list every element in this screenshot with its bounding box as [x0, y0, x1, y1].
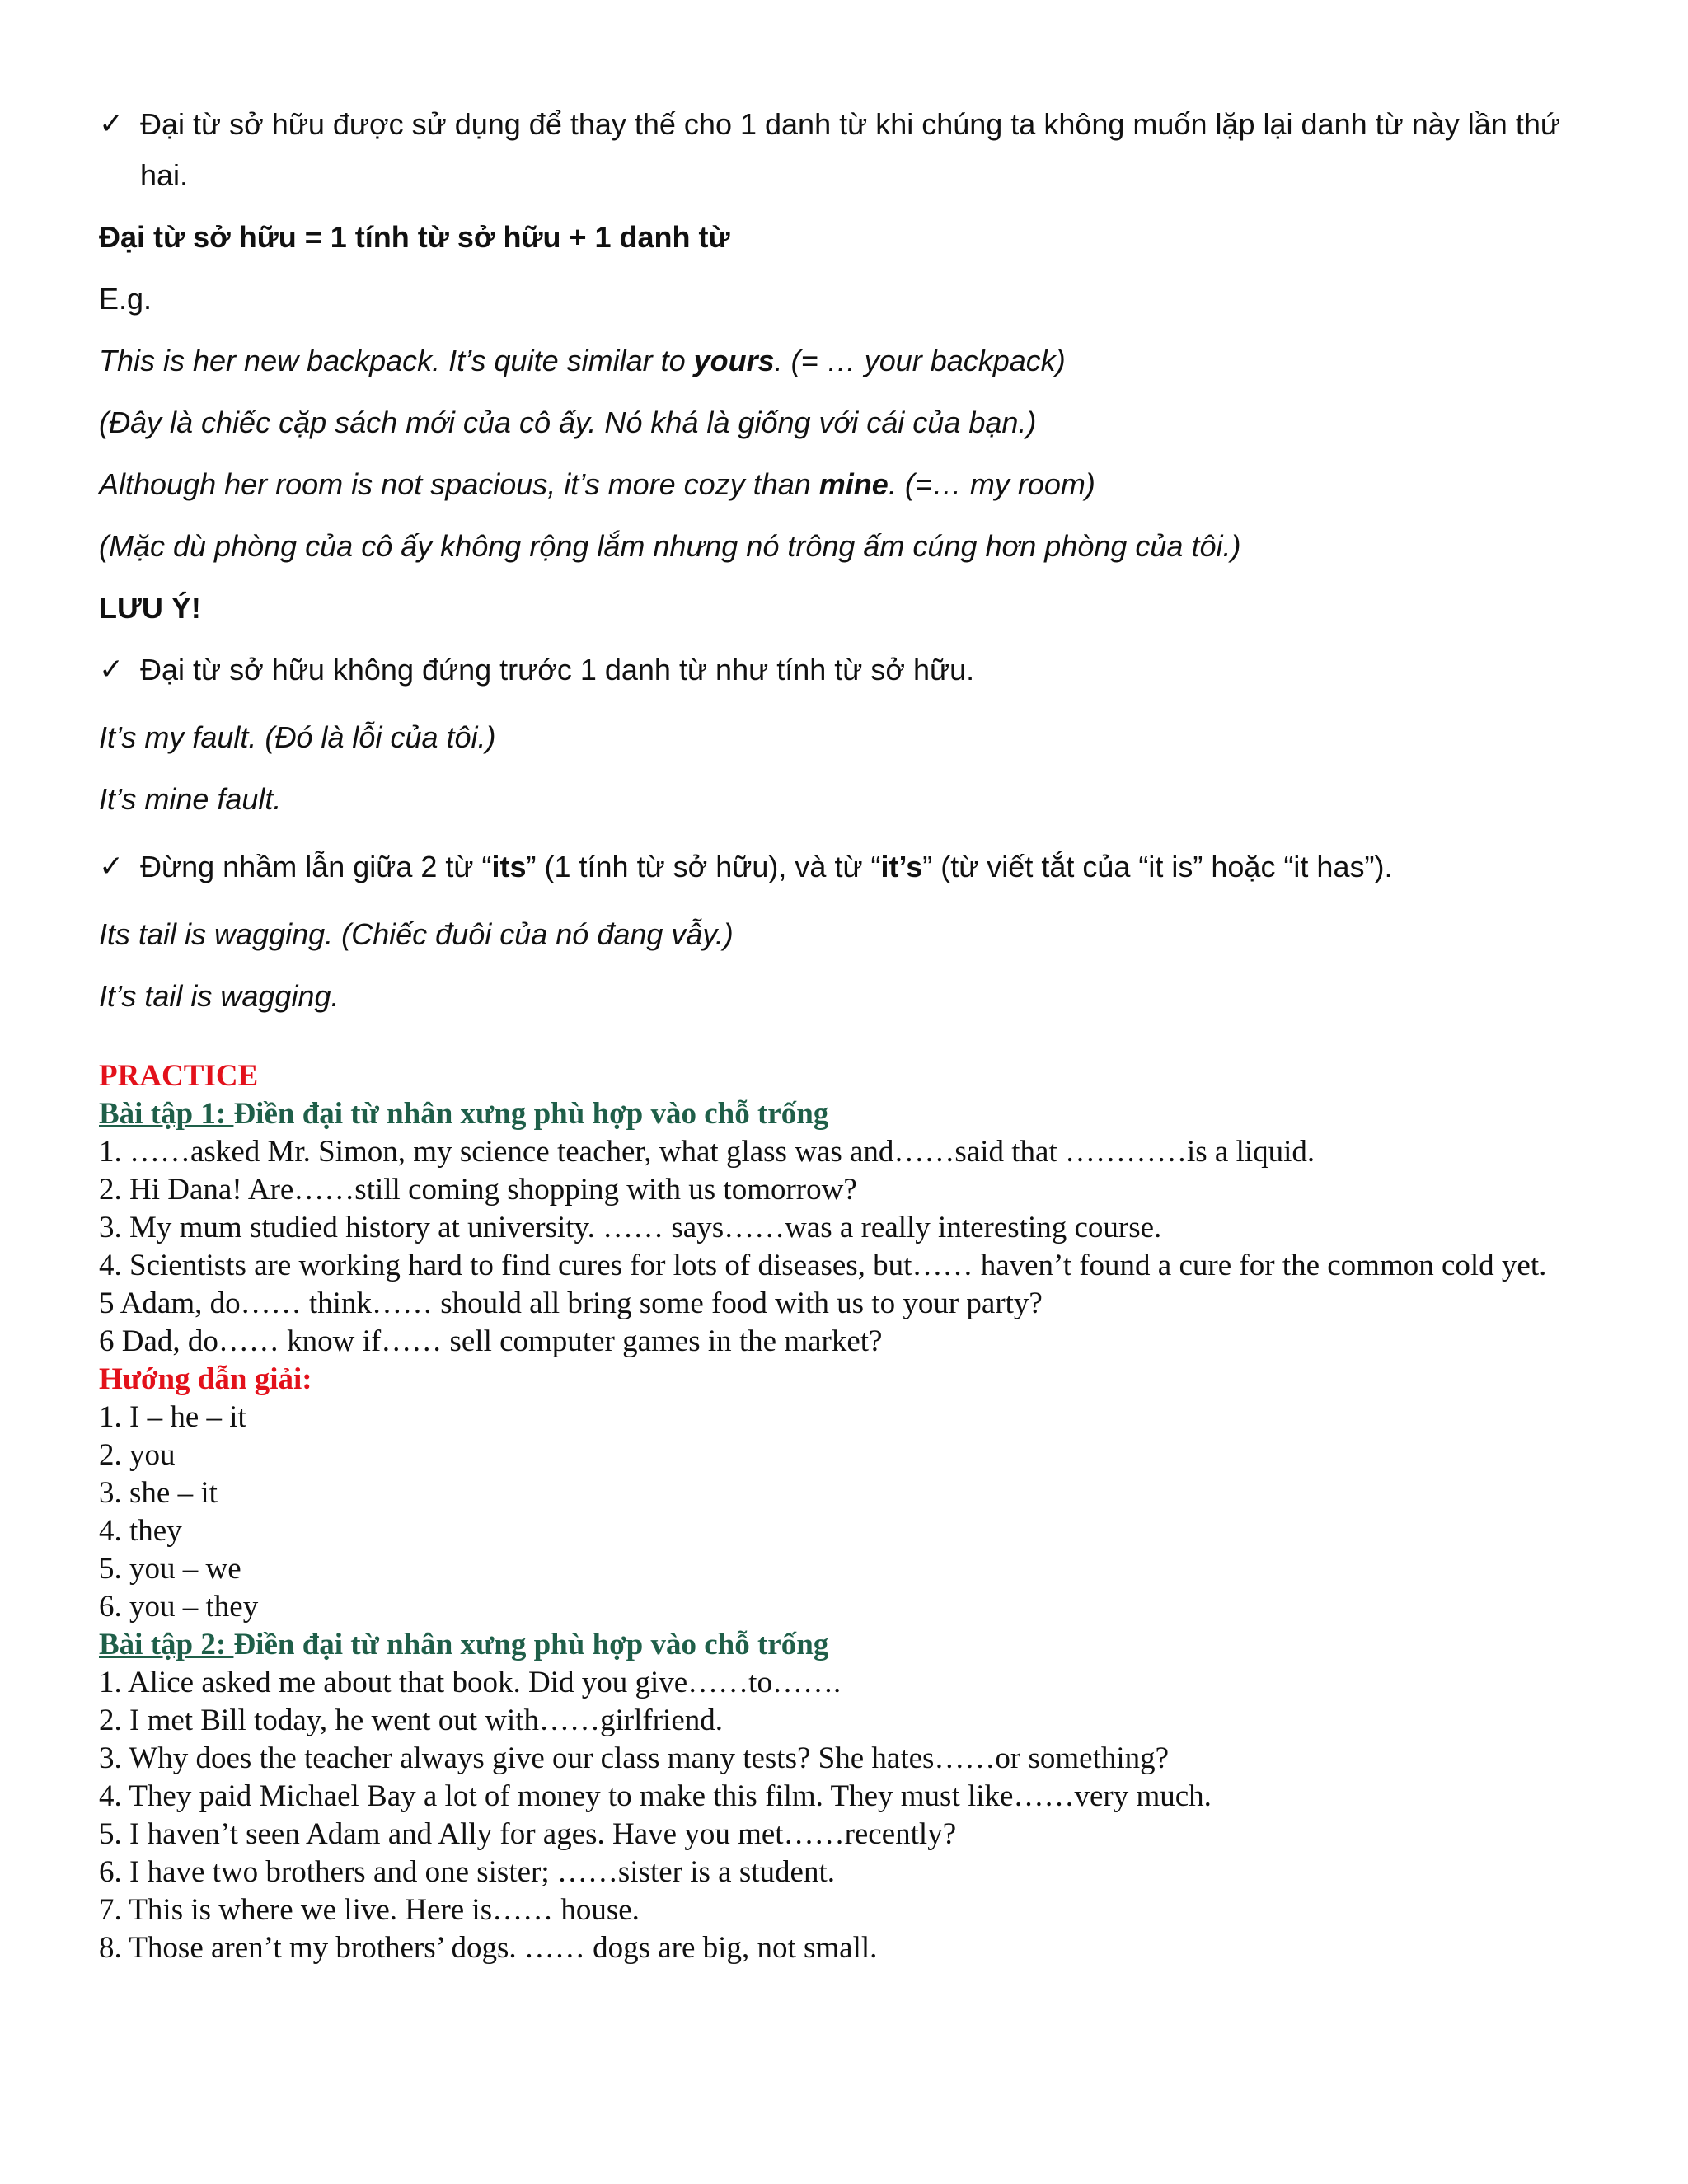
note-1-example-2: It’s mine fault. — [99, 782, 282, 816]
practice-heading: PRACTICE — [99, 1059, 259, 1093]
example-keyword: yours — [693, 344, 775, 377]
answer-item: 4. they — [99, 1514, 182, 1548]
note-2-example-2: It’s tail is wagging. — [99, 979, 340, 1013]
exercise-1-item: 4. Scientists are working hard to find cures for lots of diseases, but…… haven’t found a cure for the common cold yet. — [99, 1249, 1547, 1282]
note-2-example-1: Its tail is wagging. (Chiếc đuôi của nó đang vẫy.) — [99, 917, 734, 951]
exercise-2-item: 8. Those aren’t my brothers’ dogs. …… dogs are big, not small. — [99, 1931, 878, 1965]
checkmark-icon: ✓ — [99, 107, 124, 141]
exercise-1-item: 3. My mum studied history at university. …… says……was a really interesting course. — [99, 1211, 1162, 1244]
exercise-2-item: 3. Why does the teacher always give our class many tests? She hates……or something? — [99, 1741, 1170, 1775]
example-keyword: mine — [818, 467, 889, 501]
note-keyword: it’s — [880, 850, 923, 883]
checkmark-icon: ✓ — [99, 653, 124, 687]
note-text: ” (từ viết tắt của “it is” hoặc “it has”). — [922, 850, 1393, 883]
exercise-1-item: 2. Hi Dana! Are……still coming shopping with us tomorrow? — [99, 1173, 857, 1207]
example-text: This is her new backpack. It’s quite similar to — [99, 344, 694, 377]
exercise-title: Điền đại từ nhân xưng phù hợp vào chỗ trống — [233, 1097, 829, 1131]
exercise-1-item: 6 Dad, do…… know if…… sell computer games in the market? — [99, 1324, 883, 1358]
example-2 — [99, 459, 1599, 510]
exercise-2-item: 5. I haven’t seen Adam and Ally for ages. Have you met……recently? — [99, 1817, 957, 1851]
example-1 — [99, 335, 1599, 387]
answer-item: 1. I – he – it — [99, 1400, 246, 1434]
answer-item: 2. you — [99, 1438, 176, 1472]
exercise-2-item: 6. I have two brothers and one sister; ……sister is a student. — [99, 1855, 835, 1889]
exercise-label: Bài tập 1: — [99, 1097, 234, 1131]
exercise-label: Bài tập 2: — [99, 1628, 234, 1661]
example-text: . (= … your backpack) — [774, 344, 1066, 377]
bullet-note-2 — [99, 841, 1599, 893]
example-1-translation: (Đây là chiếc cặp sách mới của cô ấy. Nó khá là giống với cái của bạn.) — [99, 405, 1037, 439]
exercise-2-heading — [99, 1626, 1599, 1664]
bullet-possessive-pronoun-use — [99, 99, 1599, 201]
answer-item: 3. she – it — [99, 1476, 218, 1510]
exercise-1-item: 1. ……asked Mr. Simon, my science teacher, what glass was and……said that …………is a liquid. — [99, 1135, 1315, 1169]
bullet-text: Đại từ sở hữu không đứng trước 1 danh từ như tính từ sở hữu. — [140, 653, 975, 687]
note-1-example-1: It’s my fault. (Đó là lỗi của tôi.) — [99, 720, 496, 754]
note-keyword: its — [491, 850, 527, 883]
example-text: Although her room is not spacious, it’s more cozy than — [99, 467, 819, 501]
example-text: . (=… my room) — [888, 467, 1095, 501]
formula-line: Đại từ sở hữu = 1 tính từ sở hữu + 1 danh từ — [99, 220, 730, 254]
exercise-1-heading — [99, 1095, 1599, 1133]
exercise-2-item: 7. This is where we live. Here is…… house. — [99, 1893, 640, 1927]
note-text: Đừng nhầm lẫn giữa 2 từ “ — [140, 850, 492, 883]
eg-label: E.g. — [99, 282, 152, 316]
answer-item: 5. you – we — [99, 1552, 241, 1586]
exercise-2-item: 2. I met Bill today, he went out with……girlfriend. — [99, 1704, 724, 1737]
bullet-text — [140, 850, 1392, 883]
exercise-2-item: 1. Alice asked me about that book. Did you give……to……. — [99, 1666, 842, 1699]
exercise-1-item: 5 Adam, do…… think…… should all bring some food with us to your party? — [99, 1286, 1043, 1320]
note-text: ” (1 tính từ sở hữu), và từ “ — [526, 850, 881, 883]
answer-guide-heading: Hướng dẫn giải: — [99, 1362, 312, 1396]
practice-section — [99, 1057, 1599, 1967]
answer-item: 6. you – they — [99, 1590, 259, 1624]
exercise-title: Điền đại từ nhân xưng phù hợp vào chỗ trống — [233, 1628, 829, 1661]
note-heading: LƯU Ý! — [99, 591, 201, 625]
bullet-note-1 — [99, 644, 1599, 696]
bullet-text: Đại từ sở hữu được sử dụng để thay thế cho 1 danh từ khi chúng ta không muốn lặp lại danh từ này lần thứ hai. — [140, 107, 1560, 192]
checkmark-icon: ✓ — [99, 850, 124, 883]
theory-section — [99, 99, 1599, 1033]
exercise-2-item: 4. They paid Michael Bay a lot of money to make this film. They must like……very much. — [99, 1779, 1212, 1813]
example-2-translation: (Mặc dù phòng của cô ấy không rộng lắm nhưng nó trông ấm cúng hơn phòng của tôi.) — [99, 529, 1241, 563]
